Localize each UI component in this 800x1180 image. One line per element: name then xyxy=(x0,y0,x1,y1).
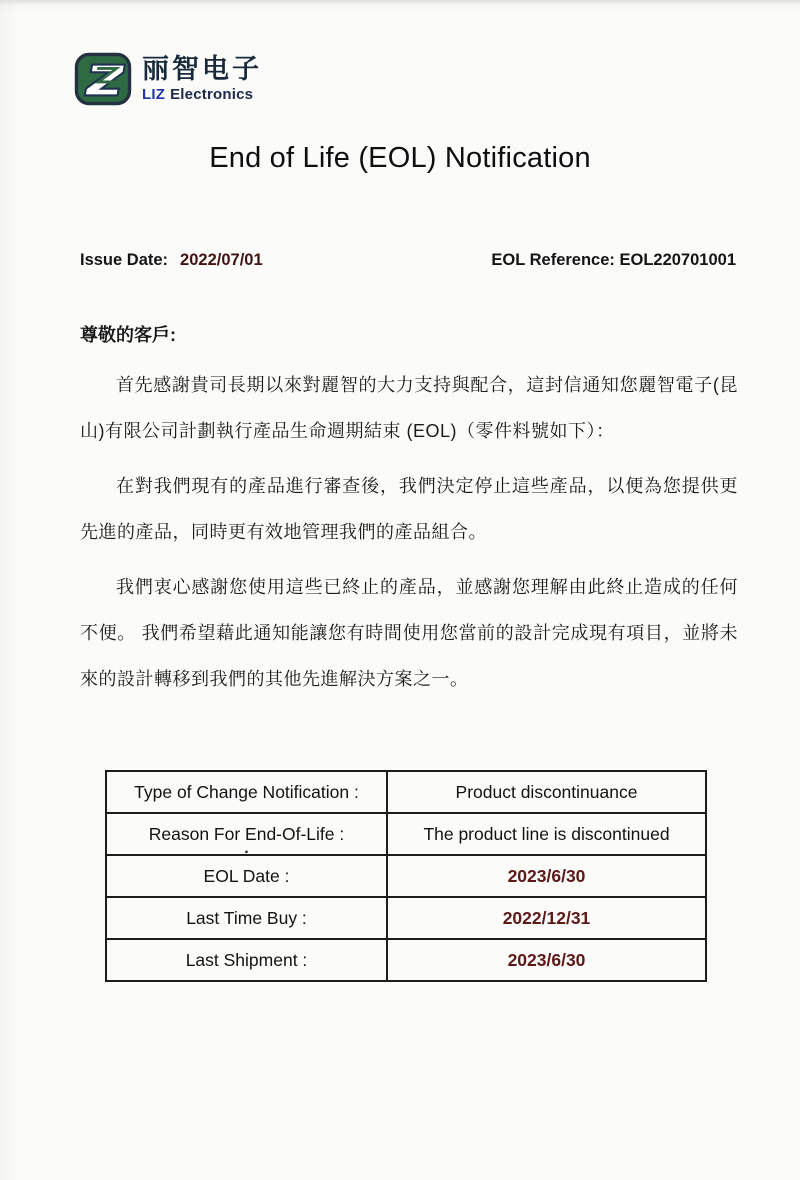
table-row-reason xyxy=(106,813,706,855)
letter-body xyxy=(80,362,738,711)
table-row-last-time-buy xyxy=(106,897,706,939)
issue-date xyxy=(80,251,263,270)
cell-label-reason xyxy=(106,813,387,855)
cell-label-last-time-buy: Last Time Buy : xyxy=(106,897,387,939)
table-row-change-type xyxy=(106,771,706,813)
cell-value-last-time-buy: 2022/12/31 xyxy=(387,897,706,939)
company-logo-text xyxy=(142,56,262,102)
meta-row xyxy=(80,251,736,270)
cell-value-change-type: Product discontinuance xyxy=(387,771,706,813)
company-logo xyxy=(74,52,262,106)
stray-period-artifact: . xyxy=(244,840,249,857)
company-name-liz: LIZ xyxy=(142,86,166,103)
cell-value-eol-date: 2023/6/30 xyxy=(387,855,706,897)
issue-date-label: Issue Date: xyxy=(80,251,169,269)
cell-label-change-type: Type of Change Notification : xyxy=(106,771,387,813)
paragraph-review: 在對我們現有的產品進行審查後，我們決定停止這些產品，以便為您提供更先進的產品，同時更有效地管理我們的產品組合。 xyxy=(80,476,738,542)
cell-label-eol-date: EOL Date : xyxy=(106,855,387,897)
document-title: End of Life (EOL) Notification xyxy=(209,142,591,174)
company-name-electronics: Electronics xyxy=(170,86,254,103)
eol-details-table xyxy=(105,770,707,982)
cell-value-reason: The product line is discontinued xyxy=(387,813,706,855)
eol-reference: EOL Reference: EOL220701001 xyxy=(491,251,736,269)
paragraph-intro: 首先感謝貴司長期以來對麗智的大力支持與配合，這封信通知您麗智電子(昆山)有限公司計劃執行產品生命週期結束 (EOL)（零件料號如下）： xyxy=(80,375,738,441)
company-name-chinese: 丽智电子 xyxy=(142,54,262,84)
table-row-eol-date xyxy=(106,855,706,897)
reason-label-text: Reason For End-Of-Life : xyxy=(148,823,345,844)
cell-label-last-shipment: Last Shipment : xyxy=(106,939,387,981)
salutation: 尊敬的客戶: xyxy=(80,325,176,345)
company-name-english xyxy=(142,87,262,102)
liz-monogram-icon xyxy=(74,52,132,106)
table-row-last-shipment xyxy=(106,939,706,981)
paragraph-thanks: 我們衷心感謝您使用這些已終止的產品，並感謝您理解由此終止造成的任何不便。 我們希望藉此通知能讓您有時間使用您當前的設計完成現有項目，並將未來的設計轉移到我們的其他先進解決方案之一。 xyxy=(80,577,738,689)
cell-value-last-shipment: 2023/6/30 xyxy=(387,939,706,981)
issue-date-value: 2022/07/01 xyxy=(180,251,263,269)
